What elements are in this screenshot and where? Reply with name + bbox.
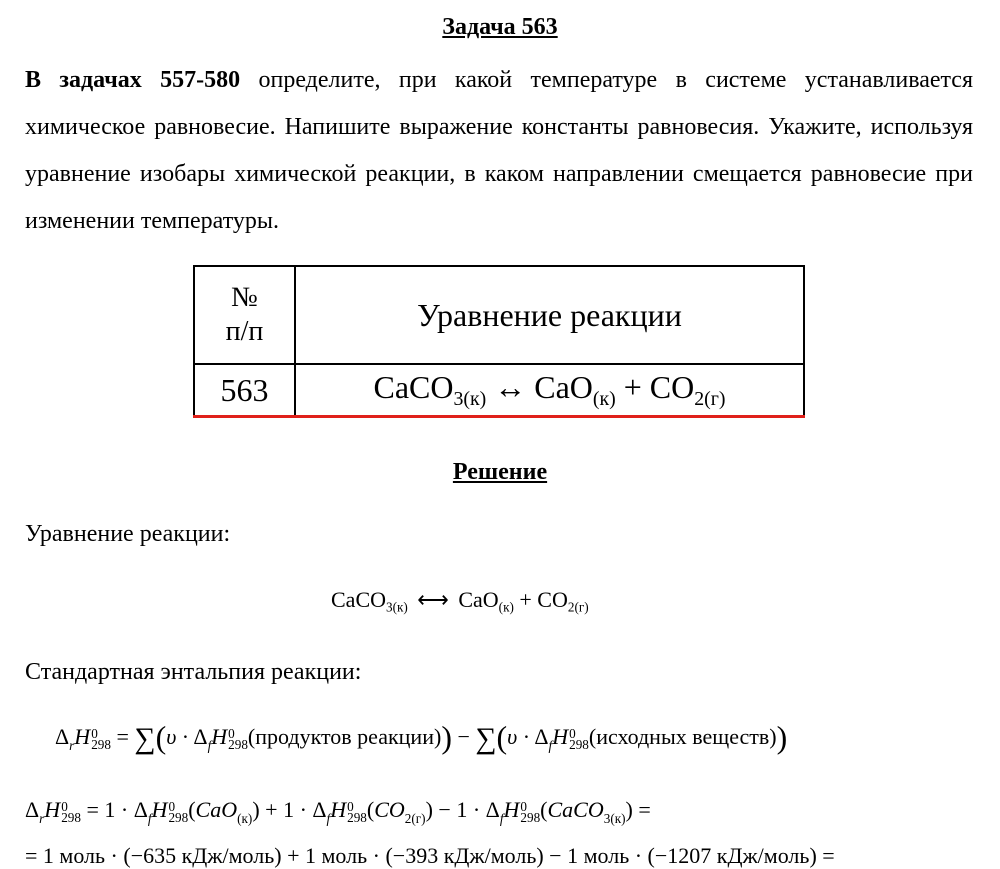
product-1-state: (к) <box>498 599 514 615</box>
species-2: CO <box>374 797 405 822</box>
page-title: Задача 563 <box>442 14 558 40</box>
coefficient-3: 1 <box>456 797 468 822</box>
product-2: CO <box>649 369 695 406</box>
plus-sign: + <box>623 369 642 406</box>
problem-body: определите, при какой температуре в системе устанавливается химическое равновесие. Напишите выражение константы равновесия. Укажите, используя уравнение изобары химической реакции, в каком направлении смещается равновесие при изменении температуры. <box>25 67 973 234</box>
product-2-state: 2(г) <box>567 599 589 615</box>
equilibrium-arrow: ↔ <box>494 369 527 406</box>
species-3: CaCO <box>547 797 604 822</box>
reaction-equation <box>331 587 589 616</box>
number-abbrev: п/п <box>225 316 264 347</box>
row-equation <box>295 364 804 417</box>
reactant: CaCO <box>331 587 386 612</box>
coefficient-2: 1 <box>283 797 295 822</box>
coefficient-1: 1 <box>104 797 116 822</box>
column-header-equation: Уравнение реакции <box>295 266 804 364</box>
problem-statement <box>25 57 973 245</box>
solution-title: Решение <box>452 459 548 485</box>
species-1-state: (к) <box>237 810 253 826</box>
products-term: (продуктов реакции) <box>247 724 442 750</box>
table-row <box>194 364 804 417</box>
plus-sign: + <box>519 587 532 612</box>
species-1: CaO <box>195 797 238 822</box>
reactant: CaCO <box>373 369 454 406</box>
enthalpy-specific-formula: $\Delta_rH$ 0 298 = $1 \cdot \Delta_fH$ 0 298 $(CaO_{(к)}) + 1 \cdot \Delta_fH$ 0 298 $(CO_{2(г)}) - 1 \cdot \Delta_fH$ 0 298 (CaCO$_{3(к)}$) = <box>25 797 651 826</box>
product-1: CaO <box>458 587 499 612</box>
number-sign: № <box>231 282 258 313</box>
reactant-state: 3(к) <box>453 387 487 410</box>
reaction-table <box>193 265 805 418</box>
enthalpy-numeric-line: = 1 моль · (−635 кДж/моль) + 1 моль · (−393 кДж/моль) − 1 моль · (−1207 кДж/моль) = <box>25 843 835 868</box>
enthalpy-general-formula: $\Delta_rH$ 0 298 = $\sum(\upsilon \cdot \Delta_fH$ 0 298 (продуктов реакции)) − $\sum(\upsilon \cdot \Delta_fH$ 0 298 (исходных веществ)) <box>55 720 788 755</box>
species-3-state: 3(к) <box>603 810 626 826</box>
row-number: 563 <box>194 364 295 417</box>
reaction-label: Уравнение реакции: <box>25 521 231 547</box>
table-header-row <box>194 266 804 364</box>
product-1: CaO <box>534 369 593 406</box>
reactant-state: 3(к) <box>386 599 408 615</box>
species-2-state: 2(г) <box>404 810 426 826</box>
problem-range: В задачах 557-580 <box>25 67 241 93</box>
product-2: CO <box>537 587 568 612</box>
equilibrium-arrow: ⟷ <box>417 587 449 612</box>
enthalpy-label: Стандартная энтальпия реакции: <box>25 659 362 685</box>
reactants-term: (исходных веществ) <box>588 724 777 750</box>
product-2-state: 2(г) <box>694 387 726 410</box>
column-header-number <box>194 266 295 364</box>
product-1-state: (к) <box>592 387 616 410</box>
